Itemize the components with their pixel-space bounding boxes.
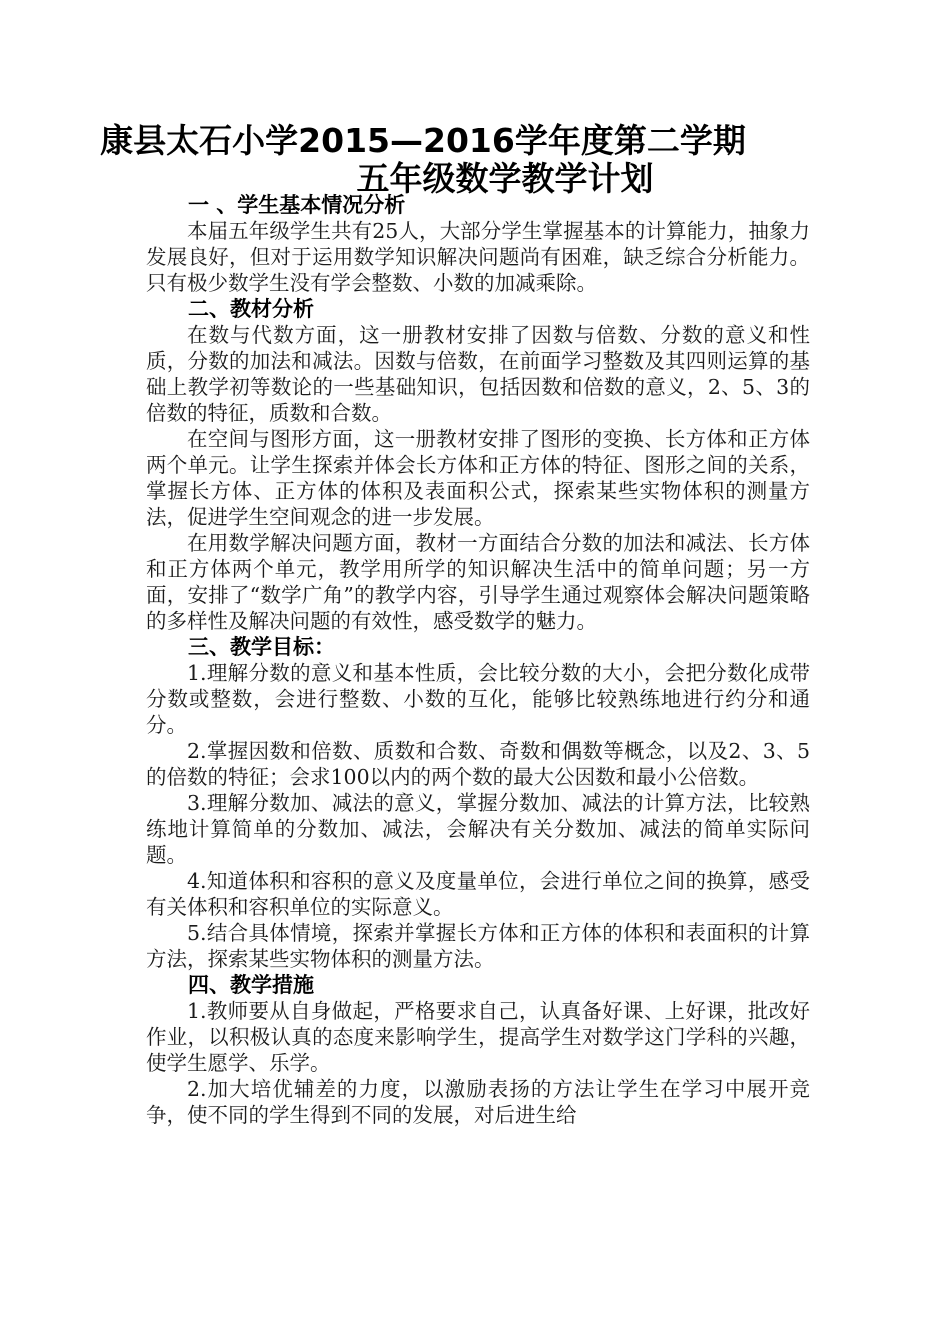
paragraph: 在用数学解决问题方面，教材一方面结合分数的加法和减法、长方体和正方体两个单元，教学用所学的知识解决生活中的简单问题；另一方面，安排了“数学广角”的教学内容，引导学生通过观察体会解决问题策略的多样性及解决问题的有效性，感受数学的魅力。 [146,531,810,633]
paragraph: 在数与代数方面，这一册教材安排了因数与倍数、分数的意义和性质，分数的加法和减法。因数与倍数，在前面学习整数及其四则运算的基础上教学初等数论的一些基础知识，包括因数和倍数的意义，2、5、3的倍数的特征，质数和合数。 [146,323,810,425]
goal-item: 1.理解分数的意义和基本性质，会比较分数的大小，会把分数化成带分数或整数，会进行整数、小数的互化，能够比较熟练地进行约分和通分。 [146,661,810,737]
measure-item: 1.教师要从自身做起，严格要求自己，认真备好课、上好课，批改好作业，以积极认真的态度来影响学生，提高学生对数学这门学科的兴趣，使学生愿学、乐学。 [146,999,810,1075]
goal-item: 4.知道体积和容积的意义及度量单位，会进行单位之间的换算，感受有关体积和容积单位的实际意义。 [146,869,810,919]
document-body [146,192,810,1128]
section-heading-4: 四、教学措施 [188,973,314,997]
section-heading-2: 二、教材分析 [188,297,314,321]
paragraph: 在空间与图形方面，这一册教材安排了图形的变换、长方体和正方体两个单元。让学生探索并体会长方体和正方体的特征、图形之间的关系，掌握长方体、正方体的体积及表面积公式，探索某些实物体积的测量方法，促进学生空间观念的进一步发展。 [146,427,810,529]
section-heading-1: 一 、学生基本情况分析 [188,193,406,217]
paragraph: 本届五年级学生共有25人，大部分学生掌握基本的计算能力，抽象力发展良好，但对于运用数学知识解决问题尚有困难，缺乏综合分析能力。只有极少数学生没有学会整数、小数的加减乘除。 [146,219,810,295]
section-heading-3: 三、教学目标： [188,635,335,659]
goal-item: 2.掌握因数和倍数、质数和合数、奇数和偶数等概念，以及2、3、5的倍数的特征；会求100以内的两个数的最大公因数和最小公倍数。 [146,739,810,789]
measure-item: 2.加大培优辅差的力度，以激励表扬的方法让学生在学习中展开竞争，使不同的学生得到不同的发展，对后进生给 [146,1077,810,1127]
goal-item: 5.结合具体情境，探索并掌握长方体和正方体的体积和表面积的计算方法，探索某些实物体积的测量方法。 [146,921,810,971]
document-title-line1: 康县太石小学2015—2016学年度第二学期 [100,121,746,160]
document-title-line2: 五年级数学教学计划 [356,159,654,198]
goal-item: 3.理解分数加、减法的意义，掌握分数加、减法的计算方法，比较熟练地计算简单的分数加、减法，会解决有关分数加、减法的简单实际问题。 [146,791,810,867]
